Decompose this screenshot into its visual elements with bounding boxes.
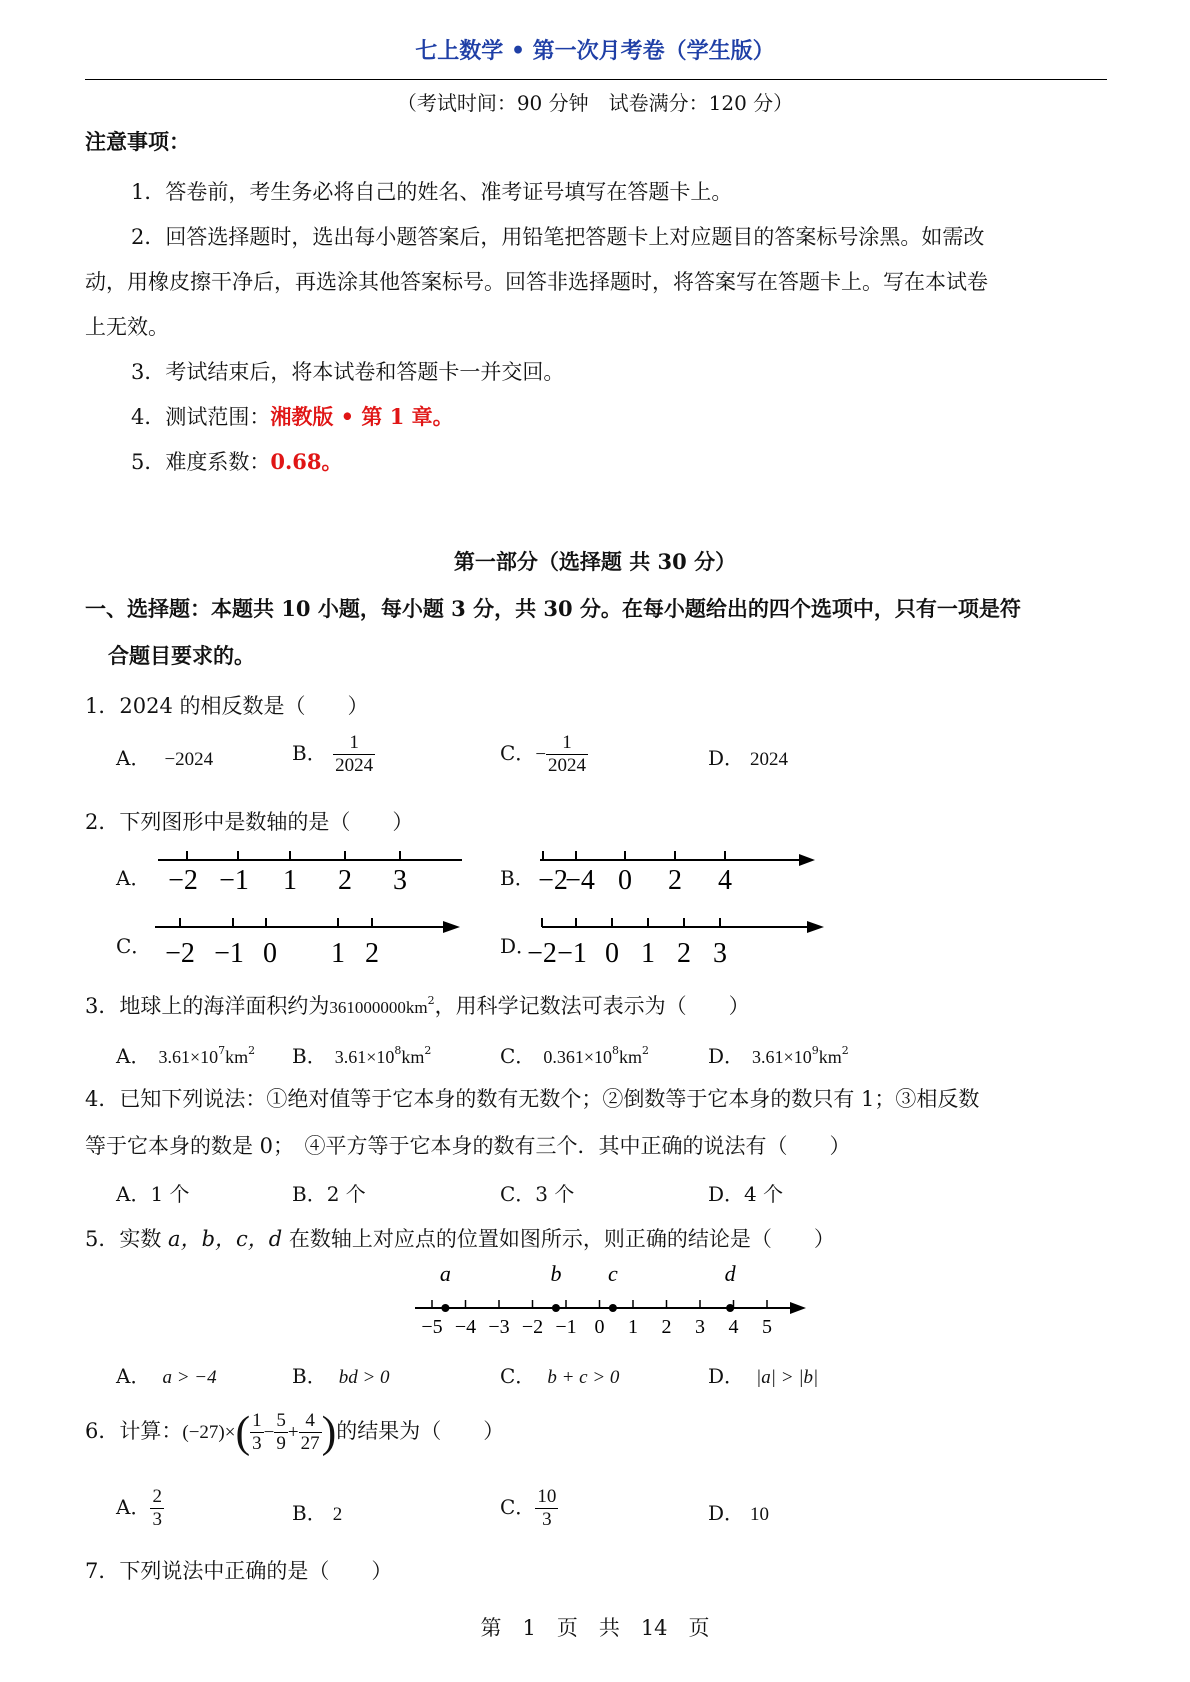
q3-option-a-label: A．: [116, 1044, 151, 1068]
q5-tick-label: 0: [594, 1316, 605, 1338]
q4-option-d[interactable]: D．4 个: [708, 1182, 784, 1206]
question-5-stem: [85, 1223, 835, 1253]
q2d-ticks-label: 3: [713, 938, 727, 969]
q5-option-a-label: A．: [116, 1364, 151, 1388]
q1-option-d-label: D．: [708, 746, 745, 770]
q2-option-c-label[interactable]: C．: [116, 934, 152, 958]
q2a-ticks-label: 1: [283, 865, 297, 896]
q6-right-paren: ): [321, 1407, 337, 1457]
q5-tick-label: 2: [661, 1316, 672, 1338]
q3-b-mantissa: 3.61×10: [334, 1047, 395, 1067]
q2d-ticks-label: 0: [605, 938, 619, 969]
q6-option-c[interactable]: [500, 1486, 558, 1531]
q2-c-number-line: [150, 912, 465, 968]
q2c-ticks-label: −1: [214, 938, 244, 969]
q3-d-exponent: 9: [811, 1044, 819, 1057]
q2-b-number-line: [535, 845, 820, 895]
note-item-5: [131, 446, 343, 476]
q2c-ticks-label: −2: [165, 938, 195, 969]
q1-c-numerator: 1: [546, 732, 588, 755]
q3-a-exponent: 7: [218, 1044, 226, 1057]
part1-heading: 第一部分（选择题 共 30 分）: [453, 549, 737, 574]
q1-b-numerator: 1: [333, 732, 375, 755]
exam-time-info: （考试时间：90 分钟 试卷满分：120 分）: [396, 91, 794, 115]
q1-b-denominator: 2024: [335, 754, 374, 776]
q5-point-d: [726, 1304, 734, 1312]
q5-stem-pre: 5．实数: [85, 1227, 169, 1251]
q2b-ticks-label: 0: [618, 865, 632, 896]
note-item-1: 1．答卷前，考生务必将自己的姓名、准考证号填写在答题卡上。: [131, 180, 733, 204]
q6-f3-num: 4: [299, 1410, 322, 1433]
q5-point-label-a: a: [439, 1261, 451, 1286]
q6-c-den: 3: [542, 1508, 552, 1530]
q2-option-a-label[interactable]: A．: [116, 866, 151, 890]
q3-d-mantissa: 3.61×10: [752, 1047, 812, 1067]
q3-c-mantissa: 0.361×10: [543, 1047, 612, 1067]
q2b-ticks-label: 2: [668, 865, 682, 896]
q2c-ticks-label: 1: [331, 938, 345, 969]
test-scope: 湘教版 • 第 1 章。: [270, 404, 454, 429]
q6-f2-den: 9: [276, 1432, 286, 1454]
notes-heading: 注意事项：: [85, 129, 190, 154]
q5-option-b-label: B．: [292, 1364, 327, 1388]
q5-option-c-label: C．: [500, 1364, 536, 1388]
page-title: 七上数学 • 第一次月考卷（学生版）: [415, 38, 775, 64]
q5-option-b-value: bd > 0: [338, 1367, 390, 1388]
q6-f3-den: 27: [300, 1432, 320, 1454]
q3-stem-post: ，用科学记数法可表示为（ ）: [434, 994, 750, 1018]
q3-option-b[interactable]: [292, 1040, 431, 1069]
q6-f1-num: 1: [252, 1410, 262, 1431]
q3-stem-pre: 3．地球上的海洋面积约为: [85, 994, 330, 1018]
q6-op-2: +: [287, 1421, 299, 1443]
q2c-ticks-label: 2: [365, 938, 379, 969]
q2a-ticks-label: 2: [338, 865, 352, 896]
q5-option-c-value: b + c > 0: [547, 1367, 620, 1388]
q1-option-b[interactable]: [292, 732, 375, 777]
q5-tick-label: 5: [762, 1316, 772, 1338]
q6-stem-post: 的结果为（ ）: [336, 1418, 505, 1443]
q2-a-number-line: [150, 845, 470, 895]
q5-stem-post: 在数轴上对应点的位置如图所示，则正确的结论是（ ）: [282, 1227, 835, 1251]
question-1-stem: 1．2024 的相反数是（ ）: [85, 694, 369, 718]
q3-c-exponent: 8: [611, 1044, 619, 1057]
title-divider: [85, 79, 1107, 80]
q2-option-b-label[interactable]: B．: [500, 866, 535, 890]
q2d-ticks-label: 2: [677, 938, 691, 969]
q1-option-a-value: −2024: [164, 749, 214, 770]
q4-option-a[interactable]: A．1 个: [116, 1182, 190, 1206]
q6-option-b[interactable]: [292, 1497, 342, 1526]
note-item-2-line-3: 上无效。: [85, 315, 169, 339]
q5-point-b: [552, 1304, 560, 1312]
note-item-2-line-2: 动，用橡皮擦干净后，再选涂其他答案标号。回答非选择题时，将答案写在答题卡上。写在本试卷: [85, 270, 988, 294]
q2-d-number-line: [527, 912, 830, 969]
q2b-ticks-label: −4: [565, 865, 595, 896]
q2a-ticks-label: 3: [393, 865, 407, 896]
q1-c-sign: −: [535, 743, 547, 765]
q5-stem-vars: a，b，c，d: [168, 1227, 283, 1251]
q2d-ticks-label: −2: [527, 938, 557, 969]
q3-area-value: 361000000km: [329, 998, 428, 1017]
q6-option-d[interactable]: [708, 1497, 769, 1526]
q6-left-paren: (: [235, 1407, 251, 1457]
q3-option-d-label: D．: [708, 1044, 745, 1068]
q1-option-c-fraction: [546, 732, 588, 777]
q3-a-unit-sup: 2: [248, 1044, 256, 1057]
q6-option-a-fraction: [150, 1486, 164, 1531]
q6-option-c-label: C．: [500, 1494, 536, 1519]
q6-option-b-label: B．: [292, 1501, 327, 1525]
question-4-stem-line-1: 4．已知下列说法：①绝对值等于它本身的数有无数个；②倒数等于它本身的数只有 1；③相反数: [85, 1087, 980, 1111]
q2a-ticks-label: −2: [168, 865, 198, 896]
q6-op-1: −: [263, 1421, 275, 1443]
q2-d-arrowhead: [807, 921, 824, 933]
question-2-stem: 2．下列图形中是数轴的是（ ）: [85, 810, 414, 834]
q5-tick-label: −1: [555, 1316, 577, 1338]
q4-option-b[interactable]: B．2 个: [292, 1182, 366, 1206]
note-item-4-label: 4．测试范围：: [131, 405, 271, 429]
q3-option-a[interactable]: [116, 1040, 255, 1069]
q5-tick-label: −4: [454, 1316, 477, 1338]
q6-option-a[interactable]: [116, 1486, 164, 1531]
q2a-ticks-label: −1: [219, 865, 249, 896]
section1-instructions-line-2: 合题目要求的。: [108, 643, 255, 668]
q3-c-unit-sup: 2: [641, 1044, 649, 1057]
q3-area-sup: 2: [427, 994, 435, 1007]
q5-point-label-b: b: [550, 1261, 562, 1286]
q5-number-line: [410, 1262, 810, 1342]
q5-point-label-d: d: [724, 1261, 736, 1286]
q2-c-arrowhead: [443, 921, 460, 933]
q2c-ticks-label: 0: [263, 938, 277, 969]
q1-option-b-fraction: [333, 732, 375, 777]
q1-option-d[interactable]: [708, 742, 788, 771]
q3-b-unit-sup: 2: [424, 1044, 432, 1057]
q6-option-b-value: 2: [332, 1504, 343, 1525]
q6-fraction-3: [299, 1410, 322, 1455]
q5-option-d-label: D．: [708, 1364, 745, 1388]
q6-a-num: 2: [152, 1486, 162, 1507]
q2-option-d-label[interactable]: D．: [500, 934, 537, 958]
q5-tick-label: −2: [521, 1316, 544, 1338]
q6-option-c-fraction: [535, 1486, 558, 1531]
question-3-stem: [85, 990, 750, 1020]
q1-option-b-label: B．: [292, 740, 327, 765]
q5-point-c: [609, 1304, 617, 1312]
q6-option-d-label: D．: [708, 1501, 745, 1525]
q1-option-a-label: A．: [116, 746, 151, 770]
note-item-4: [131, 401, 454, 431]
q3-b-unit: km: [401, 1047, 425, 1067]
note-item-3: 3．考试结束后，将本试卷和答题卡一并交回。: [131, 360, 565, 384]
note-item-5-label: 5．难度系数：: [131, 450, 271, 474]
q5-point-a: [441, 1304, 449, 1312]
q5-option-c[interactable]: [500, 1360, 619, 1389]
q2b-ticks-label: 4: [718, 865, 732, 896]
q5-tick-label: 3: [695, 1316, 705, 1338]
q3-option-c-label: C．: [500, 1044, 536, 1068]
q5-option-d[interactable]: [708, 1360, 818, 1389]
q3-option-c[interactable]: [500, 1040, 649, 1069]
q3-c-unit: km: [618, 1047, 642, 1067]
q6-c-num: 10: [537, 1486, 557, 1507]
q1-option-c[interactable]: [500, 732, 588, 777]
question-6-stem: [85, 1407, 505, 1457]
q1-option-c-label: C．: [500, 740, 536, 765]
q2b-ticks-label: −2: [538, 865, 568, 896]
question-7-stem: 7．下列说法中正确的是（ ）: [85, 1559, 393, 1583]
page-number: 第 1 页 共 14 页: [480, 1616, 710, 1640]
q6-option-d-value: 10: [750, 1504, 770, 1525]
q6-f2-num: 5: [276, 1410, 286, 1431]
section1-instructions-line-1: 一、选择题：本题共 10 小题，每小题 3 分，共 30 分。在每小题给出的四个选项中，只有一项是符: [85, 596, 1021, 621]
q3-a-unit: km: [225, 1047, 249, 1067]
q1-option-d-value: 2024: [750, 749, 789, 770]
q2d-ticks-label: 1: [641, 938, 655, 969]
q6-fraction-1: [250, 1410, 264, 1455]
q6-expr-lead: (−27)×: [182, 1421, 236, 1443]
difficulty-coefficient: 0.68。: [270, 449, 343, 474]
q5-option-a-value: a > −4: [162, 1367, 217, 1388]
q2-b-arrowhead: [799, 854, 815, 866]
q3-a-mantissa: 3.61×10: [158, 1047, 219, 1067]
q5-arrowhead: [790, 1302, 806, 1314]
q1-c-denominator: 2024: [548, 754, 587, 776]
q3-d-unit-sup: 2: [841, 1044, 849, 1057]
q5-point-label-c: c: [608, 1261, 618, 1286]
q5-option-a[interactable]: [116, 1360, 217, 1389]
q6-f1-den: 3: [252, 1432, 262, 1454]
q2d-ticks-label: −1: [557, 938, 587, 969]
q6-a-den: 3: [152, 1508, 162, 1530]
note-item-2-line-1: 2．回答选择题时，选出每小题答案后，用铅笔把答题卡上对应题目的答案标号涂黑。如需改: [131, 225, 985, 249]
q5-tick-label: 4: [728, 1316, 739, 1338]
q5-tick-label: −3: [488, 1316, 510, 1338]
q6-option-a-label: A．: [116, 1494, 151, 1519]
question-4-stem-line-2: 等于它本身的数是 0； ④平方等于它本身的数有三个．其中正确的说法有（ ）: [85, 1134, 851, 1158]
q3-option-b-label: B．: [292, 1044, 327, 1068]
q4-option-c[interactable]: C．3 个: [500, 1182, 575, 1206]
q6-stem-pre: 6．计算：: [85, 1418, 183, 1443]
q5-option-d-value: |a| > |b|: [756, 1367, 819, 1388]
q3-option-d[interactable]: [708, 1040, 849, 1069]
q3-b-exponent: 8: [394, 1044, 402, 1057]
q5-tick-label: 1: [628, 1316, 638, 1338]
q1-option-a[interactable]: [116, 742, 213, 771]
q3-d-unit: km: [818, 1047, 842, 1067]
q6-fraction-2: [274, 1410, 288, 1455]
q5-tick-label: −5: [421, 1316, 443, 1338]
q5-option-b[interactable]: [292, 1360, 390, 1389]
